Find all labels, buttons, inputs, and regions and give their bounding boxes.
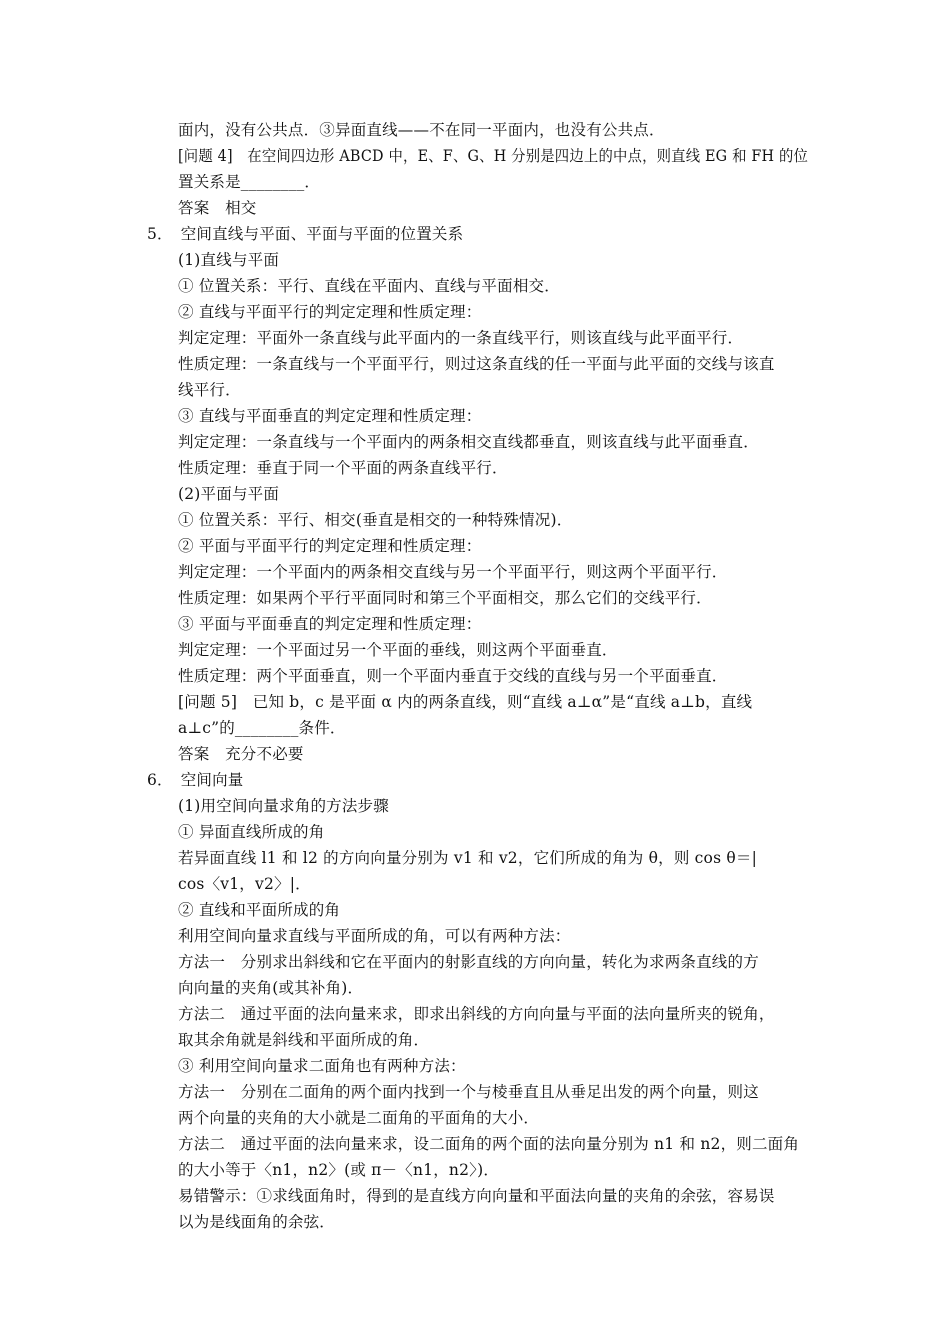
section-5-heading: 5． 空间直线与平面、平面与平面的位置关系 [147,225,464,243]
subsection-heading: (1)直线与平面 [178,251,280,269]
text-line: 判定定理：一个平面内的两条相交直线与另一个平面平行，则这两个平面平行． [178,563,728,581]
text-line: 性质定理：一条直线与一个平面平行，则过这条直线的任一平面与此平面的交线与该直 [178,355,775,373]
text-line: 利用空间向量求直线与平面所成的角，可以有两种方法： [178,927,571,945]
text-line: 判定定理：一条直线与一个平面内的两条相交直线都垂直，则该直线与此平面垂直． [178,433,759,451]
text-line: ① 位置关系：平行、相交(垂直是相交的一种特殊情况)． [178,511,573,529]
subsection-heading: (2)平面与平面 [178,485,280,503]
text-line: ① 位置关系：平行、直线在平面内、直线与平面相交． [178,277,560,295]
text-line: ② 直线和平面所成的角 [178,901,341,919]
problem-4: [问题 4] 在空间四边形 ABCD 中，E、F、G、H 分别是四边上的中点，则直线 EG 和 FH 的位 [178,147,809,165]
text-line: cos〈v1，v2〉|． [178,875,311,893]
text-line: 向向量的夹角(或其补角)． [178,979,364,997]
text-line: 取其余角就是斜线和平面所成的角． [178,1031,430,1049]
text-line: 方法二 通过平面的法向量来求，设二面角的两个面的法向量分别为 n1 和 n2，则二面角 [178,1135,800,1153]
text-line: 判定定理：一个平面过另一个平面的垂线，则这两个平面垂直． [178,641,618,659]
text-line: ① 异面直线所成的角 [178,823,325,841]
text-line: 判定定理：平面外一条直线与此平面内的一条直线平行，则该直线与此平面平行． [178,329,744,347]
text-line: ② 平面与平面平行的判定定理和性质定理： [178,537,482,555]
text-line: ③ 直线与平面垂直的判定定理和性质定理： [178,407,482,425]
answer-5: 答案 充分不必要 [178,745,304,763]
text-line: 方法二 通过平面的法向量来求，即求出斜线的方向向量与平面的法向量所夹的锐角， [178,1005,775,1023]
subsection-heading: (1)用空间向量求角的方法步骤 [178,797,389,815]
text-line: 两个向量的夹角的大小就是二面角的平面角的大小． [178,1109,540,1127]
answer-4: 答案 相交 [178,199,257,217]
text-line: 线平行． [178,381,241,399]
warning-text: 易错警示：①求线面角时，得到的是直线方向向量和平面法向量的夹角的余弦，容易误 [178,1187,775,1205]
text-line: 性质定理：两个平面垂直，则一个平面内垂直于交线的直线与另一个平面垂直． [178,667,728,685]
text-line: ② 直线与平面平行的判定定理和性质定理： [178,303,482,321]
problem-5: [问题 5] 已知 b，c 是平面 α 内的两条直线，则“直线 a⊥α”是“直线 a⊥b，直线 [178,693,753,711]
text-line: 的大小等于〈n1，n2〉(或 π－〈n1，n2〉)． [178,1161,500,1179]
text-line: 方法一 分别求出斜线和它在平面内的射影直线的方向向量，转化为求两条直线的方 [178,953,759,971]
text-line: ③ 利用空间向量求二面角也有两种方法： [178,1057,466,1075]
text-line: 置关系是________． [178,173,321,191]
text-line: 性质定理：如果两个平行平面同时和第三个平面相交，那么它们的交线平行． [178,589,712,607]
text-line: 面内，没有公共点．③异面直线——不在同一平面内，也没有公共点． [178,121,665,139]
text-line: 性质定理：垂直于同一个平面的两条直线平行． [178,459,508,477]
text-line: a⊥c”的________条件． [178,719,346,737]
text-line: 以为是线面角的余弦． [178,1213,336,1231]
text-line: ③ 平面与平面垂直的判定定理和性质定理： [178,615,482,633]
section-6-heading: 6． 空间向量 [147,771,244,789]
text-line: 方法一 分别在二面角的两个面内找到一个与棱垂直且从垂足出发的两个向量，则这 [178,1083,759,1101]
text-line: 若异面直线 l1 和 l2 的方向向量分别为 v1 和 v2，它们所成的角为 θ，则 cos θ＝| [178,849,757,867]
